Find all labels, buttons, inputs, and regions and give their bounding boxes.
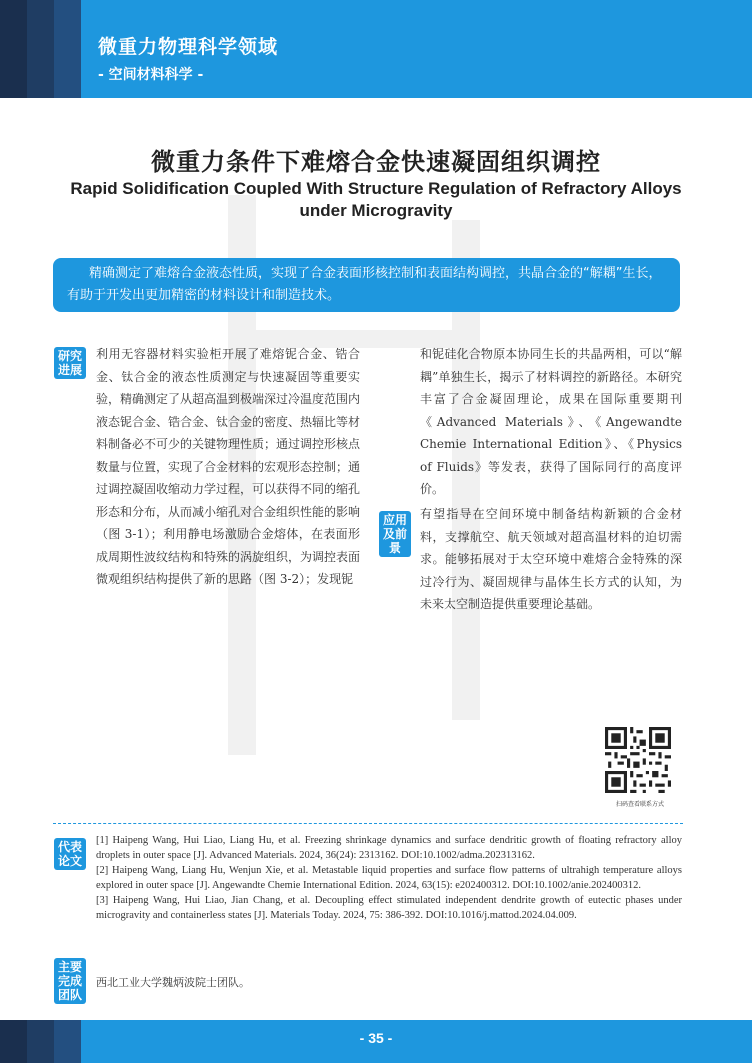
reference-item: [3] Haipeng Wang, Hui Liao, Jian Chang, et al. Decoupling effect stimulated independent dendrite growth of eutectic phases under microgravity and containerless states [J]. Materials Today. 2024, 75: 386-392. DOI:10.1016/j.mattod.2024.04.009. <box>96 895 682 921</box>
page-number: - 35 - <box>359 1030 393 1046</box>
references-list <box>96 834 682 924</box>
application-tag: 应用及前景 <box>379 511 411 557</box>
section-title: 微重力物理科学领域 <box>98 36 279 58</box>
application-text: 有望指导在空间环境中制备结构新颖的合金材料，支撑航空、航天领域对超高温材料的迫切需求。能够拓展对于太空环境中难熔合金特殊的深过冷行为、凝固规律与晶体生长方式的认知，为未来太空制造提供重要理论基础。 <box>420 507 682 611</box>
team-tag: 主要完成团队 <box>54 958 86 1004</box>
research-text-continued: 和铌硅化合物原本协同生长的共晶两相，可以“解耦”单独生长，揭示了材料调控的新路径。本研究丰富了合金凝固理论，成果在国际重要期刊《Advanced Materials》、《Angewandte Chemie International Edition》、《Physics of Fluids》等发表，获得了国际同行的高度评价。 <box>420 347 682 496</box>
research-text: 利用无容器材料实验柜开展了难熔铌合金、锆合金、钛合金的液态性质测定与快速凝固等重要实验，精确测定了从超高温到极端深过冷温度范围内液态铌合金、锆合金、钛合金的密度、热辐比等材料制备必不可少的关键物理性质；通过调控形核点数量与位置，实现了合金材料的宏观形态控制；通过调控凝固收缩动力学过程，可以获得不同的缩孔形态和分布，从而减小缩孔对合金组织性能的影响（图 3-1）；利用静电场激励合金熔体，在表面形成周期性波纹结构和特殊的涡旋组织，为调控表面微观组织结构提供了新的思路（图 3-2）；发现铌 <box>96 347 361 586</box>
page-header <box>0 0 752 98</box>
references-tag: 代表论文 <box>54 838 86 870</box>
page-title-english: Rapid Solidification Coupled With Structure Regulation of Refractory Alloys under Microgravity <box>70 179 682 220</box>
page-title: 微重力条件下难熔合金快速凝固组织调控 <box>151 148 601 176</box>
summary-box: 精确测定了难熔合金液态性质，实现了合金表面形核控制和表面结构调控，共晶合金的“解耦”生长，有助于开发出更加精密的材料设计和制造技术。 <box>53 258 680 312</box>
research-tag: 研究进展 <box>54 347 86 379</box>
qr-caption: 扫码查看联系方式 <box>615 801 664 808</box>
section-subtitle: - 空间材料科学 - <box>98 67 204 83</box>
team-text: 西北工业大学魏炳波院士团队。 <box>96 976 250 989</box>
divider <box>53 823 683 824</box>
reference-item: [1] Haipeng Wang, Hui Liao, Liang Hu, et al. Freezing shrinkage dynamics and surface dendritic growth of floating refractory alloy droplets in outer space [J]. Advanced Materials. 2024, 36(24): 2313162. DOI:10.1002/adma.202313162. <box>96 835 682 861</box>
qr-code[interactable] <box>605 727 671 793</box>
reference-item: [2] Haipeng Wang, Liang Hu, Wenjun Xie, et al. Metastable liquid properties and surface flow patterns of ultrahigh temperature alloys explored in outer space [J]. Angewandte Chemie International Edition. 2024, 63(15): e202400312. DOI:10.1002/anie.202400312. <box>96 865 682 891</box>
